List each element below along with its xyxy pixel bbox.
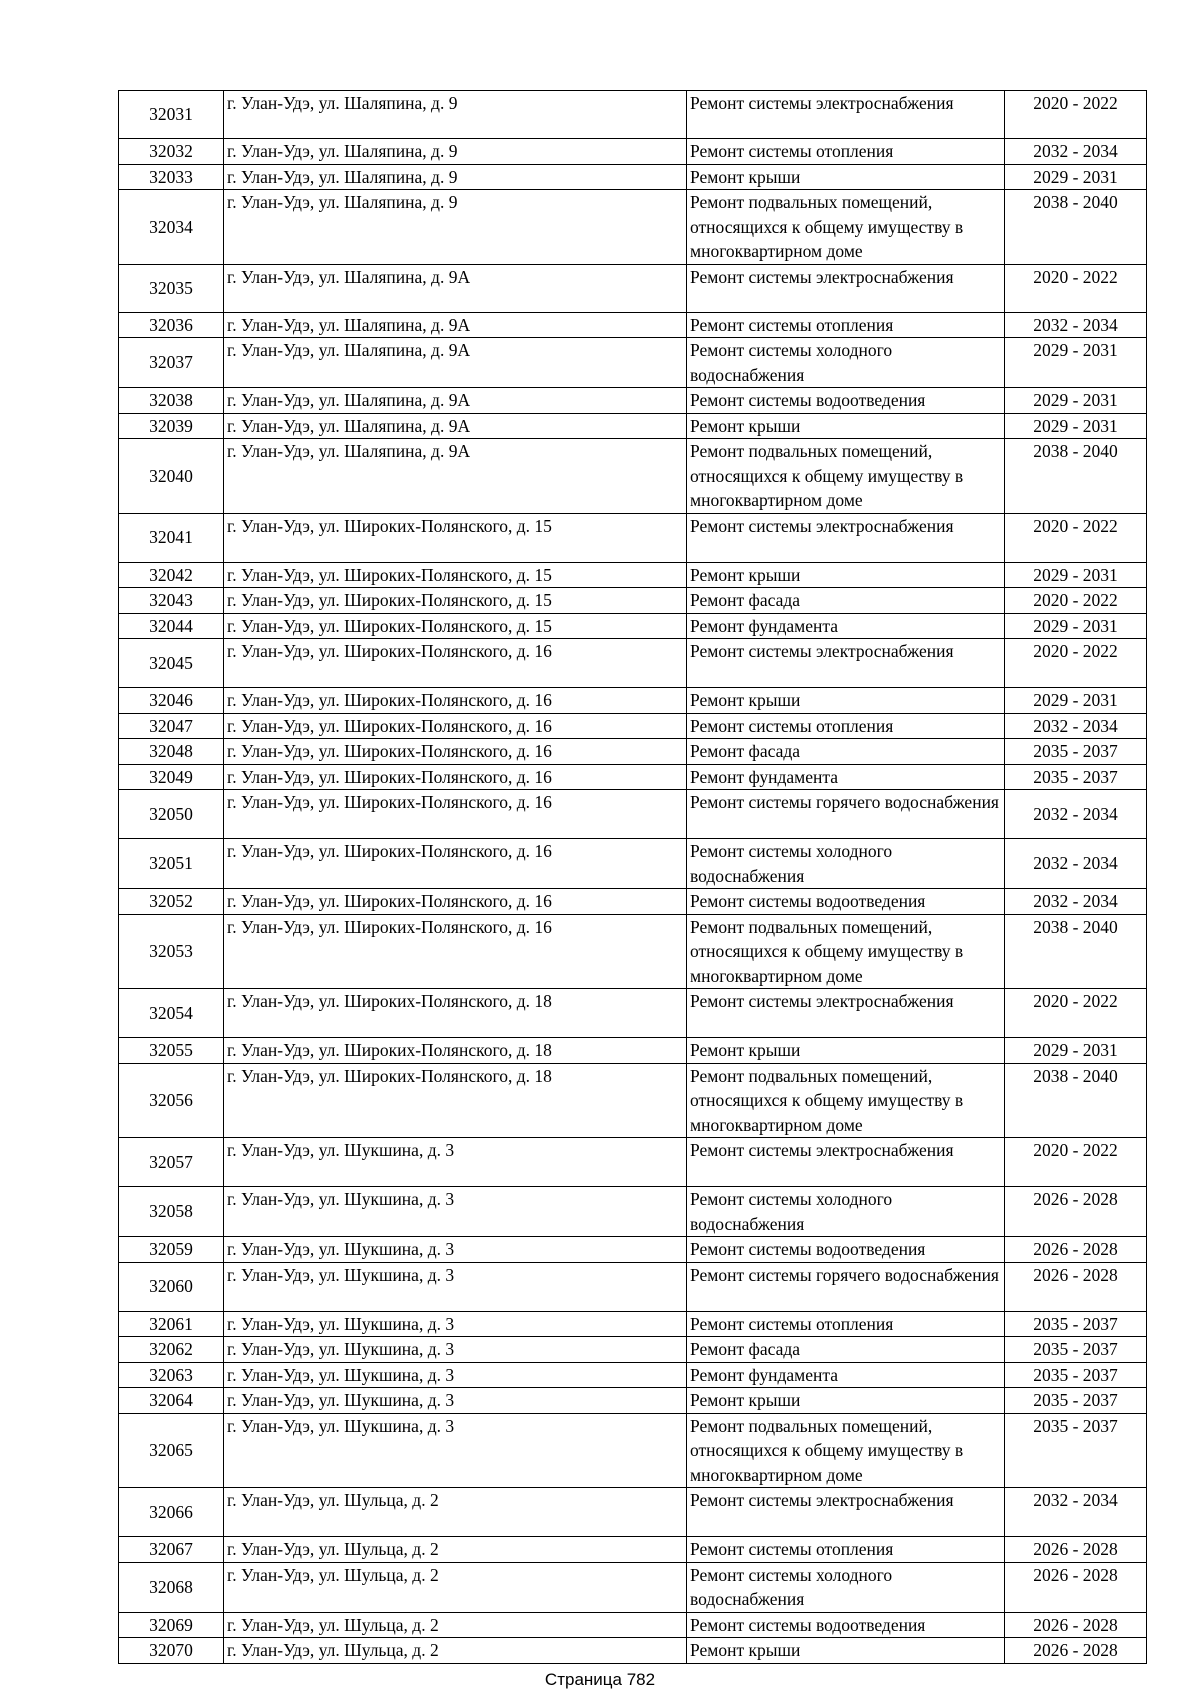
table-row xyxy=(119,164,1147,190)
cell-work-type: Ремонт системы отопления xyxy=(687,1311,1005,1337)
cell-period: 2029 - 2031 xyxy=(1005,1038,1147,1064)
cell-work-type: Ремонт системы водоотведения xyxy=(687,889,1005,915)
table-row xyxy=(119,839,1147,889)
cell-period: 2032 - 2034 xyxy=(1005,139,1147,165)
cell-number: 32033 xyxy=(119,164,224,190)
cell-number: 32031 xyxy=(119,91,224,139)
table-row xyxy=(119,790,1147,839)
cell-address: г. Улан-Удэ, ул. Широких-Полянского, д. 16 xyxy=(224,839,687,889)
cell-address: г. Улан-Удэ, ул. Широких-Полянского, д. 16 xyxy=(224,889,687,915)
cell-address: г. Улан-Удэ, ул. Шукшина, д. 3 xyxy=(224,1237,687,1263)
cell-period: 2020 - 2022 xyxy=(1005,1138,1147,1187)
cell-number: 32044 xyxy=(119,613,224,639)
cell-period: 2038 - 2040 xyxy=(1005,1063,1147,1138)
capital-repair-table xyxy=(118,90,1147,1664)
page-footer xyxy=(0,1670,1200,1690)
cell-address: г. Улан-Удэ, ул. Шаляпина, д. 9А xyxy=(224,388,687,414)
cell-number: 32039 xyxy=(119,413,224,439)
cell-period: 2032 - 2034 xyxy=(1005,1488,1147,1537)
cell-work-type: Ремонт системы электроснабжения xyxy=(687,989,1005,1038)
cell-number: 32060 xyxy=(119,1262,224,1311)
table-row xyxy=(119,1362,1147,1388)
cell-work-type: Ремонт системы холодного водоснабжения xyxy=(687,839,1005,889)
cell-work-type: Ремонт фасада xyxy=(687,1337,1005,1363)
cell-work-type: Ремонт системы электроснабжения xyxy=(687,1488,1005,1537)
cell-address: г. Улан-Удэ, ул. Широких-Полянского, д. 16 xyxy=(224,713,687,739)
cell-work-type: Ремонт крыши xyxy=(687,688,1005,714)
cell-number: 32070 xyxy=(119,1638,224,1664)
table-row xyxy=(119,1388,1147,1414)
cell-number: 32068 xyxy=(119,1562,224,1612)
cell-address: г. Улан-Удэ, ул. Широких-Полянского, д. 15 xyxy=(224,562,687,588)
cell-period: 2038 - 2040 xyxy=(1005,439,1147,514)
cell-work-type: Ремонт фундамента xyxy=(687,764,1005,790)
page-number: Страница 782 xyxy=(544,1670,656,1689)
cell-work-type: Ремонт системы холодного водоснабжения xyxy=(687,1187,1005,1237)
cell-work-type: Ремонт системы горячего водоснабжения xyxy=(687,790,1005,839)
cell-address: г. Улан-Удэ, ул. Шаляпина, д. 9А xyxy=(224,264,687,312)
cell-number: 32038 xyxy=(119,388,224,414)
cell-number: 32042 xyxy=(119,562,224,588)
cell-number: 32037 xyxy=(119,338,224,388)
cell-period: 2029 - 2031 xyxy=(1005,688,1147,714)
table-row xyxy=(119,1413,1147,1488)
cell-period: 2035 - 2037 xyxy=(1005,1413,1147,1488)
cell-work-type: Ремонт системы электроснабжения xyxy=(687,513,1005,562)
cell-work-type: Ремонт фасада xyxy=(687,739,1005,765)
table-row xyxy=(119,1063,1147,1138)
cell-address: г. Улан-Удэ, ул. Широких-Полянского, д. 18 xyxy=(224,1063,687,1138)
cell-number: 32047 xyxy=(119,713,224,739)
table-row xyxy=(119,1638,1147,1664)
cell-number: 32043 xyxy=(119,588,224,614)
table-row xyxy=(119,688,1147,714)
cell-period: 2035 - 2037 xyxy=(1005,1337,1147,1363)
cell-period: 2029 - 2031 xyxy=(1005,413,1147,439)
cell-work-type: Ремонт системы электроснабжения xyxy=(687,91,1005,139)
cell-period: 2035 - 2037 xyxy=(1005,1388,1147,1414)
cell-period: 2032 - 2034 xyxy=(1005,889,1147,915)
cell-work-type: Ремонт системы холодного водоснабжения xyxy=(687,1562,1005,1612)
cell-address: г. Улан-Удэ, ул. Шульца, д. 2 xyxy=(224,1612,687,1638)
cell-address: г. Улан-Удэ, ул. Шульца, д. 2 xyxy=(224,1537,687,1563)
cell-period: 2020 - 2022 xyxy=(1005,264,1147,312)
table-row xyxy=(119,388,1147,414)
cell-work-type: Ремонт системы отопления xyxy=(687,1537,1005,1563)
cell-work-type: Ремонт системы водоотведения xyxy=(687,388,1005,414)
cell-address: г. Улан-Удэ, ул. Шаляпина, д. 9А xyxy=(224,413,687,439)
cell-number: 32040 xyxy=(119,439,224,514)
cell-number: 32050 xyxy=(119,790,224,839)
cell-address: г. Улан-Удэ, ул. Широких-Полянского, д. 15 xyxy=(224,613,687,639)
cell-address: г. Улан-Удэ, ул. Широких-Полянского, д. 15 xyxy=(224,513,687,562)
cell-period: 2032 - 2034 xyxy=(1005,790,1147,839)
cell-number: 32061 xyxy=(119,1311,224,1337)
cell-period: 2026 - 2028 xyxy=(1005,1537,1147,1563)
table-row xyxy=(119,513,1147,562)
cell-address: г. Улан-Удэ, ул. Шаляпина, д. 9 xyxy=(224,139,687,165)
cell-period: 2020 - 2022 xyxy=(1005,989,1147,1038)
cell-address: г. Улан-Удэ, ул. Шаляпина, д. 9А xyxy=(224,338,687,388)
cell-address: г. Улан-Удэ, ул. Широких-Полянского, д. 16 xyxy=(224,764,687,790)
cell-address: г. Улан-Удэ, ул. Широких-Полянского, д. 16 xyxy=(224,739,687,765)
cell-period: 2038 - 2040 xyxy=(1005,914,1147,989)
table-row xyxy=(119,739,1147,765)
cell-work-type: Ремонт системы горячего водоснабжения xyxy=(687,1262,1005,1311)
table-row xyxy=(119,91,1147,139)
cell-work-type: Ремонт системы водоотведения xyxy=(687,1612,1005,1638)
table-body xyxy=(119,91,1147,1664)
cell-work-type: Ремонт системы водоотведения xyxy=(687,1237,1005,1263)
cell-period: 2020 - 2022 xyxy=(1005,513,1147,562)
cell-number: 32049 xyxy=(119,764,224,790)
cell-work-type: Ремонт подвальных помещений, относящихся к общему имуществу в многоквартирном доме xyxy=(687,190,1005,265)
cell-address: г. Улан-Удэ, ул. Шукшина, д. 3 xyxy=(224,1311,687,1337)
cell-work-type: Ремонт фасада xyxy=(687,588,1005,614)
table-row xyxy=(119,1187,1147,1237)
cell-address: г. Улан-Удэ, ул. Широких-Полянского, д. 18 xyxy=(224,1038,687,1064)
table-row xyxy=(119,1237,1147,1263)
cell-work-type: Ремонт фундамента xyxy=(687,613,1005,639)
table-row xyxy=(119,713,1147,739)
table-row xyxy=(119,1488,1147,1537)
cell-period: 2020 - 2022 xyxy=(1005,639,1147,688)
cell-address: г. Улан-Удэ, ул. Широких-Полянского, д. 15 xyxy=(224,588,687,614)
table-row xyxy=(119,764,1147,790)
cell-address: г. Улан-Удэ, ул. Шукшина, д. 3 xyxy=(224,1413,687,1488)
cell-work-type: Ремонт крыши xyxy=(687,413,1005,439)
cell-number: 32067 xyxy=(119,1537,224,1563)
cell-number: 32052 xyxy=(119,889,224,915)
cell-number: 32032 xyxy=(119,139,224,165)
table-row xyxy=(119,588,1147,614)
cell-address: г. Улан-Удэ, ул. Шульца, д. 2 xyxy=(224,1488,687,1537)
cell-address: г. Улан-Удэ, ул. Широких-Полянского, д. 16 xyxy=(224,790,687,839)
cell-address: г. Улан-Удэ, ул. Шукшина, д. 3 xyxy=(224,1362,687,1388)
table-row xyxy=(119,1311,1147,1337)
cell-work-type: Ремонт системы электроснабжения xyxy=(687,639,1005,688)
table-row xyxy=(119,562,1147,588)
table-row xyxy=(119,139,1147,165)
cell-work-type: Ремонт подвальных помещений, относящихся к общему имуществу в многоквартирном доме xyxy=(687,914,1005,989)
cell-work-type: Ремонт подвальных помещений, относящихся к общему имуществу в многоквартирном доме xyxy=(687,1413,1005,1488)
table-row xyxy=(119,889,1147,915)
cell-work-type: Ремонт крыши xyxy=(687,1388,1005,1414)
table-row xyxy=(119,1612,1147,1638)
table-row xyxy=(119,439,1147,514)
cell-period: 2029 - 2031 xyxy=(1005,613,1147,639)
table-row xyxy=(119,989,1147,1038)
cell-work-type: Ремонт системы отопления xyxy=(687,713,1005,739)
cell-number: 32035 xyxy=(119,264,224,312)
cell-number: 32034 xyxy=(119,190,224,265)
cell-period: 2038 - 2040 xyxy=(1005,190,1147,265)
cell-work-type: Ремонт подвальных помещений, относящихся к общему имуществу в многоквартирном доме xyxy=(687,439,1005,514)
cell-address: г. Улан-Удэ, ул. Широких-Полянского, д. 16 xyxy=(224,914,687,989)
cell-number: 32041 xyxy=(119,513,224,562)
cell-number: 32053 xyxy=(119,914,224,989)
cell-number: 32066 xyxy=(119,1488,224,1537)
cell-address: г. Улан-Удэ, ул. Шаляпина, д. 9 xyxy=(224,190,687,265)
cell-address: г. Улан-Удэ, ул. Шукшина, д. 3 xyxy=(224,1138,687,1187)
table-row xyxy=(119,190,1147,265)
cell-address: г. Улан-Удэ, ул. Шукшина, д. 3 xyxy=(224,1262,687,1311)
cell-period: 2026 - 2028 xyxy=(1005,1237,1147,1263)
cell-number: 32056 xyxy=(119,1063,224,1138)
cell-work-type: Ремонт системы холодного водоснабжения xyxy=(687,338,1005,388)
table-row xyxy=(119,264,1147,312)
table-row xyxy=(119,1537,1147,1563)
table-row xyxy=(119,639,1147,688)
cell-work-type: Ремонт подвальных помещений, относящихся к общему имуществу в многоквартирном доме xyxy=(687,1063,1005,1138)
cell-address: г. Улан-Удэ, ул. Шаляпина, д. 9 xyxy=(224,91,687,139)
cell-number: 32054 xyxy=(119,989,224,1038)
cell-address: г. Улан-Удэ, ул. Шульца, д. 2 xyxy=(224,1562,687,1612)
cell-work-type: Ремонт системы отопления xyxy=(687,139,1005,165)
cell-period: 2020 - 2022 xyxy=(1005,588,1147,614)
table-row xyxy=(119,1562,1147,1612)
cell-address: г. Улан-Удэ, ул. Шульца, д. 2 xyxy=(224,1638,687,1664)
cell-address: г. Улан-Удэ, ул. Шаляпина, д. 9А xyxy=(224,312,687,338)
cell-number: 32057 xyxy=(119,1138,224,1187)
cell-period: 2035 - 2037 xyxy=(1005,1362,1147,1388)
cell-period: 2029 - 2031 xyxy=(1005,164,1147,190)
table-row xyxy=(119,338,1147,388)
table-row xyxy=(119,1038,1147,1064)
cell-period: 2020 - 2022 xyxy=(1005,91,1147,139)
cell-number: 32065 xyxy=(119,1413,224,1488)
cell-number: 32055 xyxy=(119,1038,224,1064)
cell-work-type: Ремонт системы электроснабжения xyxy=(687,1138,1005,1187)
cell-period: 2035 - 2037 xyxy=(1005,739,1147,765)
cell-number: 32045 xyxy=(119,639,224,688)
cell-number: 32069 xyxy=(119,1612,224,1638)
cell-number: 32064 xyxy=(119,1388,224,1414)
cell-work-type: Ремонт фундамента xyxy=(687,1362,1005,1388)
cell-period: 2035 - 2037 xyxy=(1005,764,1147,790)
cell-period: 2029 - 2031 xyxy=(1005,562,1147,588)
cell-work-type: Ремонт крыши xyxy=(687,1638,1005,1664)
cell-address: г. Улан-Удэ, ул. Шаляпина, д. 9А xyxy=(224,439,687,514)
cell-address: г. Улан-Удэ, ул. Широких-Полянского, д. 16 xyxy=(224,639,687,688)
cell-period: 2032 - 2034 xyxy=(1005,839,1147,889)
table-row xyxy=(119,1138,1147,1187)
table-row xyxy=(119,413,1147,439)
table-row xyxy=(119,1337,1147,1363)
cell-period: 2032 - 2034 xyxy=(1005,713,1147,739)
cell-period: 2026 - 2028 xyxy=(1005,1612,1147,1638)
cell-address: г. Улан-Удэ, ул. Широких-Полянского, д. 18 xyxy=(224,989,687,1038)
cell-period: 2026 - 2028 xyxy=(1005,1562,1147,1612)
cell-period: 2029 - 2031 xyxy=(1005,388,1147,414)
cell-work-type: Ремонт крыши xyxy=(687,1038,1005,1064)
cell-address: г. Улан-Удэ, ул. Шукшина, д. 3 xyxy=(224,1187,687,1237)
cell-period: 2029 - 2031 xyxy=(1005,338,1147,388)
cell-address: г. Улан-Удэ, ул. Шаляпина, д. 9 xyxy=(224,164,687,190)
cell-period: 2032 - 2034 xyxy=(1005,312,1147,338)
cell-number: 32048 xyxy=(119,739,224,765)
table-row xyxy=(119,312,1147,338)
cell-work-type: Ремонт крыши xyxy=(687,562,1005,588)
table-row xyxy=(119,1262,1147,1311)
cell-number: 32063 xyxy=(119,1362,224,1388)
table-row xyxy=(119,613,1147,639)
cell-address: г. Улан-Удэ, ул. Шукшина, д. 3 xyxy=(224,1388,687,1414)
cell-period: 2026 - 2028 xyxy=(1005,1638,1147,1664)
cell-number: 32058 xyxy=(119,1187,224,1237)
cell-work-type: Ремонт крыши xyxy=(687,164,1005,190)
cell-number: 32046 xyxy=(119,688,224,714)
cell-number: 32059 xyxy=(119,1237,224,1263)
cell-period: 2026 - 2028 xyxy=(1005,1187,1147,1237)
cell-address: г. Улан-Удэ, ул. Широких-Полянского, д. 16 xyxy=(224,688,687,714)
table-row xyxy=(119,914,1147,989)
cell-period: 2026 - 2028 xyxy=(1005,1262,1147,1311)
cell-address: г. Улан-Удэ, ул. Шукшина, д. 3 xyxy=(224,1337,687,1363)
cell-number: 32051 xyxy=(119,839,224,889)
cell-period: 2035 - 2037 xyxy=(1005,1311,1147,1337)
cell-work-type: Ремонт системы электроснабжения xyxy=(687,264,1005,312)
cell-number: 32036 xyxy=(119,312,224,338)
cell-number: 32062 xyxy=(119,1337,224,1363)
cell-work-type: Ремонт системы отопления xyxy=(687,312,1005,338)
